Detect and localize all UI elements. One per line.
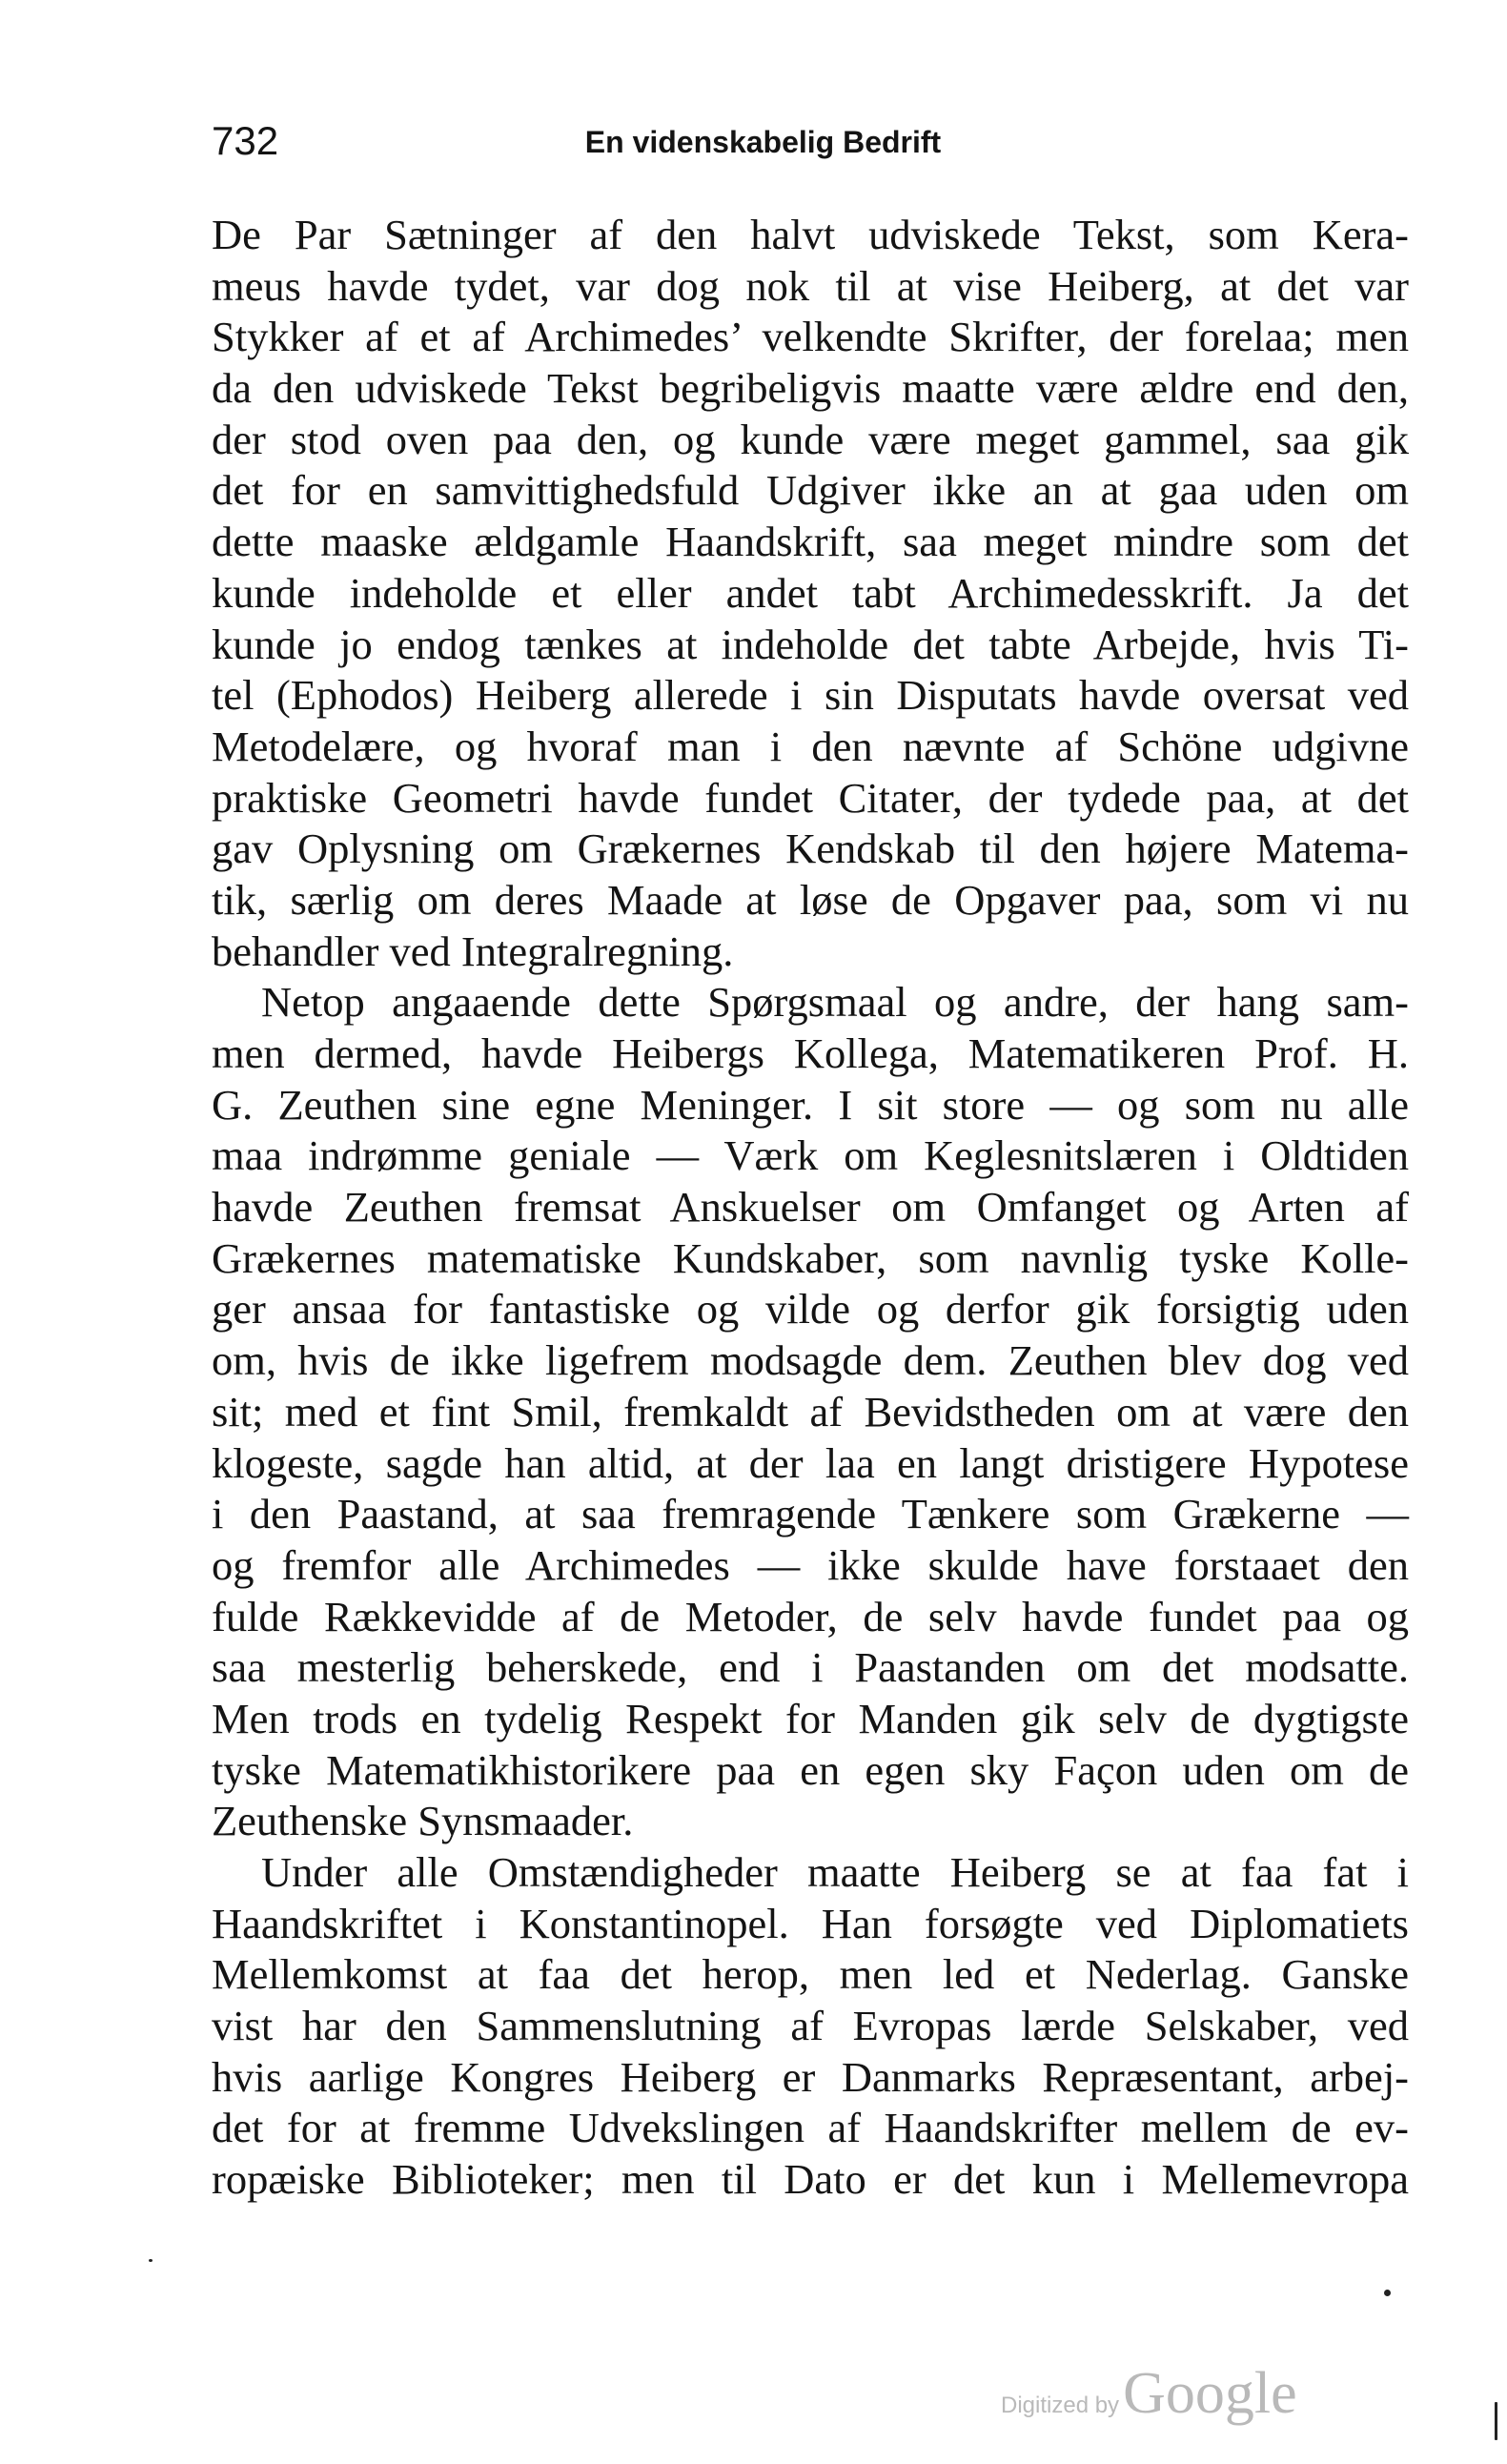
text-line: tik, særlig om deres Maade at løse de Opgaver paa, som vi nu xyxy=(212,875,1409,924)
text-line: saa mesterlig beherskede, end i Paastanden om det modsatte. xyxy=(212,1643,1409,1692)
text-line: men dermed, havde Heibergs Kollega, Matematikeren Prof. H. xyxy=(212,1029,1409,1077)
text-line: kunde jo endog tænkes at indeholde det tabte Arbejde, hvis Ti- xyxy=(212,620,1409,668)
text-line: Metodelære, og hvoraf man i den nævnte af Schöne udgivne xyxy=(212,722,1409,770)
text-line: da den udviskede Tekst begribeligvis maatte være ældre end den, xyxy=(212,364,1409,413)
text-line: der stod oven paa den, og kunde være meget gammel, saa gik xyxy=(212,415,1409,463)
text-line: det for en samvittighedsfuld Udgiver ikke an at gaa uden om xyxy=(212,466,1409,515)
text-line: fulde Rækkevidde af de Metoder, de selv havde fundet paa og xyxy=(212,1592,1409,1640)
text-line: Netop angaaende dette Spørgsmaal og andre, der hang sam- xyxy=(261,978,1409,1027)
text-line: tel (Ephodos) Heiberg allerede i sin Disputats havde oversat ved xyxy=(212,671,1409,720)
scan-speck xyxy=(1384,2290,1391,2296)
text-line: i den Paastand, at saa fremragende Tænkere som Grækerne — xyxy=(212,1490,1409,1538)
text-line: havde Zeuthen fremsat Anskuelser om Omfanget og Arten af xyxy=(212,1183,1409,1232)
watermark-prefix: Digitized by xyxy=(1001,2393,1120,2418)
text-line: Zeuthenske Synsmaader. xyxy=(212,1797,634,1845)
text-line: vist har den Sammenslutning af Evropas lærde Selskaber, ved xyxy=(212,2002,1409,2050)
text-line: Mellemkomst at faa det herop, men led et Nederlag. Ganske xyxy=(212,1950,1409,1999)
text-line: Stykker af et af Archimedes’ velkendte Skrifter, der forelaa; men xyxy=(212,313,1409,361)
text-line: sit; med et fint Smil, fremkaldt af Bevidstheden om at være den xyxy=(212,1387,1409,1436)
text-line: De Par Sætninger af den halvt udviskede Tekst, som Kera- xyxy=(212,211,1409,258)
watermark-brand: Google xyxy=(1123,2361,1297,2426)
paragraph xyxy=(212,1847,1409,2206)
text-line: det for at fremme Udvekslingen af Haandskrifter mellem de ev- xyxy=(212,2104,1409,2152)
text-line: Haandskriftet i Konstantinopel. Han forsøgte ved Diplomatiets xyxy=(212,1899,1409,1947)
digitized-watermark xyxy=(1001,2360,1297,2428)
scan-speck xyxy=(149,2259,153,2262)
text-line: og fremfor alle Archimedes — ikke skulde have forstaaet den xyxy=(212,1540,1409,1589)
body-text xyxy=(212,210,1409,2206)
text-line: behandler ved Integralregning. xyxy=(212,927,734,975)
scan-speck xyxy=(1495,2402,1497,2440)
text-line: ger ansaa for fantastiske og vilde og derfor gik forsigtig uden xyxy=(212,1285,1409,1334)
paragraph xyxy=(212,210,1409,977)
text-line: gav Oplysning om Grækernes Kendskab til den højere Matema- xyxy=(212,825,1409,873)
text-line: Men trods en tydelig Respekt for Manden gik selv de dygtigste xyxy=(212,1694,1409,1742)
text-line: Grækernes matematiske Kundskaber, som navnlig tyske Kolle- xyxy=(212,1233,1409,1282)
paragraph xyxy=(212,977,1409,1847)
text-line: meus havde tydet, var dog nok til at vise Heiberg, at det var xyxy=(212,261,1409,310)
text-line: hvis aarlige Kongres Heiberg er Danmarks Repræsentant, arbej- xyxy=(212,2052,1409,2101)
text-line: tyske Matematikhistorikere paa en egen sky Façon uden om de xyxy=(212,1745,1409,1794)
text-line: maa indrømme geniale — Værk om Keglesnitslæren i Oldtiden xyxy=(212,1131,1409,1180)
text-line: klogeste, sagde han altid, at der laa en langt dristigere Hypotese xyxy=(212,1438,1409,1487)
text-line: om, hvis de ikke ligefrem modsagde dem. Zeuthen blev dog ved xyxy=(212,1336,1409,1385)
text-line: dette maaske ældgamle Haandskrift, saa meget mindre som det xyxy=(212,518,1409,566)
text-line: kunde indeholde et eller andet tabt Archimedesskrift. Ja det xyxy=(212,568,1409,617)
running-title: En videnskabelig Bedrift xyxy=(584,125,942,159)
text-line: Under alle Omstændigheder maatte Heiberg se at faa fat i xyxy=(261,1848,1409,1896)
text-line: praktiske Geometri havde fundet Citater, der tydede paa, at det xyxy=(212,773,1409,822)
page-number: 732 xyxy=(212,118,279,163)
text-line: ropæiske Biblioteker; men til Dato er det kun i Mellemevropa xyxy=(212,2155,1409,2204)
text-line: G. Zeuthen sine egne Meninger. I sit store — og som nu alle xyxy=(212,1080,1409,1129)
